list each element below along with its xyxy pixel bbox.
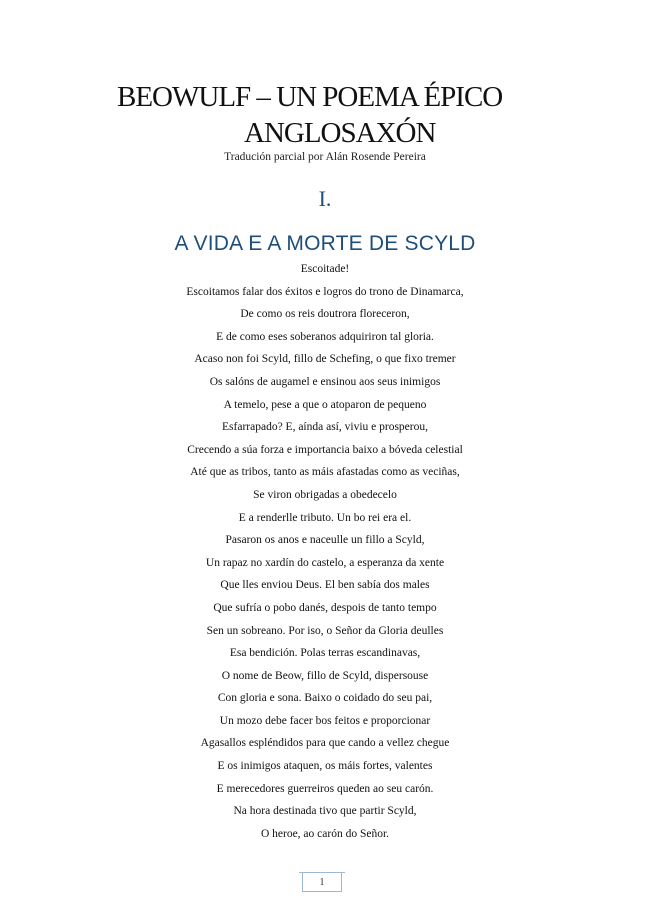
verse-line: Os salóns de augamel e ensinou aos seus inimigos xyxy=(209,375,441,388)
verse-line: Crecendo a súa forza e importancia baixo a bóveda celestial xyxy=(187,443,463,456)
verse-line: E merecedores guerreiros queden ao seu carón. xyxy=(216,782,434,795)
verse-line: Esa bendición. Polas terras escandinavas, xyxy=(229,647,421,660)
verse-line: Até que as tribos, tanto as máis afastadas como as veciñas, xyxy=(190,466,460,479)
document-title-line-1: BEOWULF – UN POEMA ÉPICO xyxy=(117,81,503,113)
verse-line: Un mozo debe facer bos feitos e proporcionar xyxy=(219,714,431,727)
poem-verses xyxy=(0,258,650,845)
verse-line: Agasallos espléndidos para que cando a vellez chegue xyxy=(200,737,450,750)
verse-line: E de como eses soberanos adquiriron tal gloria. xyxy=(216,330,434,343)
verse-line: E os inimigos ataquen, os máis fortes, valentes xyxy=(217,760,433,773)
section-title: A VIDA E A MORTE DE SCYLD xyxy=(174,232,476,255)
verse-line: Se viron obrigadas a obedecelo xyxy=(253,488,397,501)
verse-line: Pasaron os anos e naceulle un fillo a Scyld, xyxy=(225,534,425,547)
document-title-line-2: ANGLOSAXÓN xyxy=(244,117,436,149)
verse-line: A temelo, pese a que o atoparon de pequeno xyxy=(223,398,427,411)
verse-line: E a renderlle tributo. Un bo rei era el. xyxy=(238,511,412,524)
verse-line: Esfarrapado? E, aínda así, viviu e prosperou, xyxy=(222,421,428,434)
verse-line: Con gloria e sona. Baixo o coidado do seu pai, xyxy=(217,692,433,705)
verse-line: Escoitamos falar dos éxitos e logros do trono de Dinamarca, xyxy=(186,285,464,298)
part-number: I. xyxy=(318,186,332,211)
page-number: 1 xyxy=(302,872,342,892)
verse-line: Un rapaz no xardín do castelo, a esperanza da xente xyxy=(205,556,445,569)
verse-line: Acaso non foi Scyld, fillo de Schefing, o que fixo tremer xyxy=(194,353,456,366)
verse-line: Na hora destinada tivo que partir Scyld, xyxy=(233,805,417,818)
verse-line: Que lles enviou Deus. El ben sabía dos males xyxy=(220,579,430,592)
verse-line: Que sufría o pobo danés, despois de tanto tempo xyxy=(213,601,437,614)
verse-line: Sen un sobreano. Por iso, o Señor da Gloria deulles xyxy=(206,624,444,637)
verse-line: De como os reis doutrora floreceron, xyxy=(240,308,410,321)
verse-line: O nome de Beow, fillo de Scyld, dispersouse xyxy=(221,669,429,682)
translator-credit: Tradución parcial por Alán Rosende Pereira xyxy=(224,151,426,163)
verse-line: O heroe, ao carón do Señor. xyxy=(260,827,390,840)
verse-line: Escoitade! xyxy=(300,263,350,275)
